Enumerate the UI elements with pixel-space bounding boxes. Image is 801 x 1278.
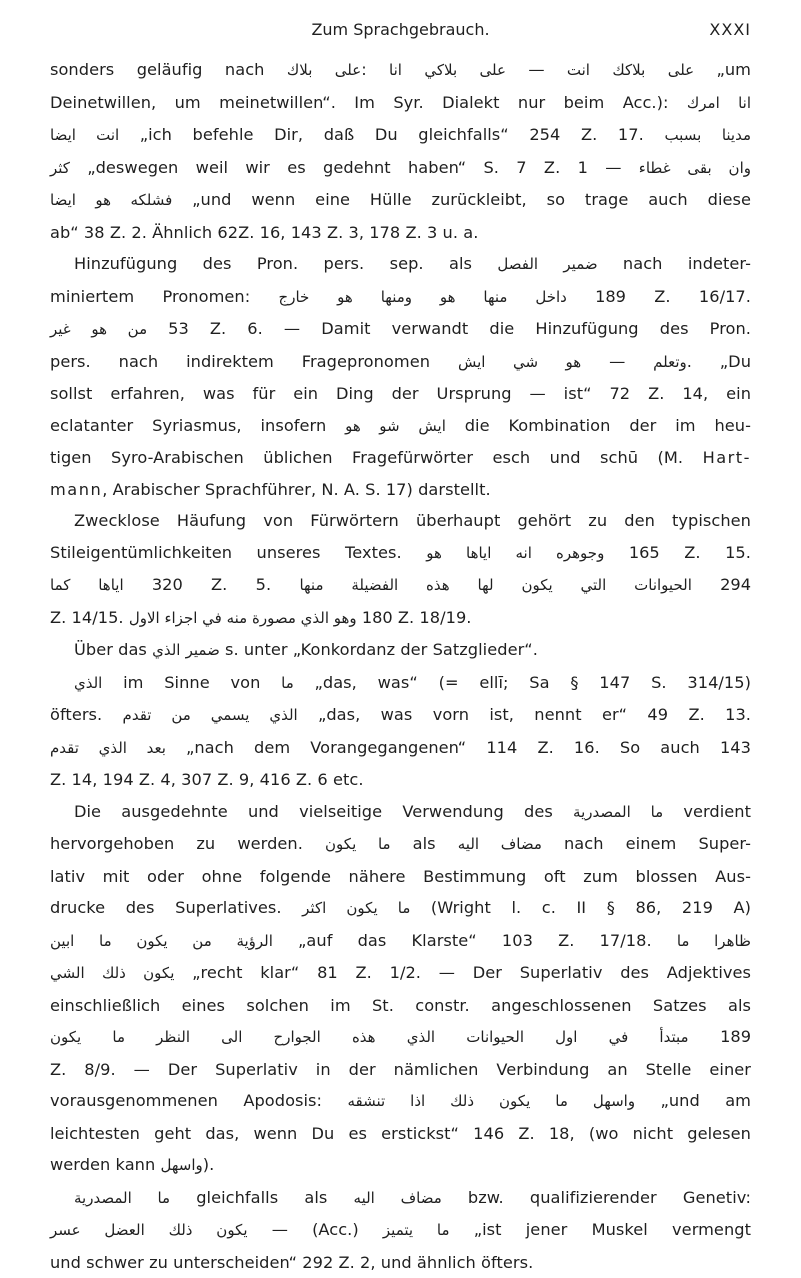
text-run: 320 Z. 5. (124, 575, 300, 594)
running-header (50, 20, 751, 54)
arabic-text: الفصل (497, 255, 538, 273)
arabic-text: ضمير (563, 255, 597, 273)
text-run: drucke des Superlatives. (50, 898, 302, 917)
text-run: , Arabischer Sprachführer, N. A. S. 17) darstellt. (102, 480, 490, 499)
arabic-text: انت (567, 61, 590, 79)
text-run: tigen Syro-Arabischen üblichen Fragefürwörter esch und schū (M. (50, 448, 703, 467)
text-run: Z. 14, 194 Z. 4, 307 Z. 9, 416 Z. 6 etc. (50, 770, 364, 789)
text-line (50, 1182, 751, 1215)
text-line (50, 569, 751, 602)
text-run: Hinzufügung des Pron. pers. sep. als (74, 254, 497, 273)
text-run: 294 (692, 575, 751, 594)
arabic-text: بلاكك (612, 61, 645, 79)
text-line (50, 537, 751, 570)
arabic-text: انا (738, 94, 751, 112)
text-line (50, 1021, 751, 1054)
arabic-text: ظاهرا ما (677, 932, 751, 950)
arabic-text: بلاكي (424, 61, 457, 79)
text-run (590, 60, 612, 79)
text-run: „um (694, 60, 751, 79)
arabic-text: على (335, 61, 361, 79)
text-line (50, 764, 751, 796)
arabic-text: ما يكون (325, 835, 391, 853)
text-line (50, 861, 751, 893)
text-line (50, 1149, 751, 1182)
arabic-text: وتعلم (653, 353, 687, 371)
spaced-name: Hart- (703, 448, 751, 467)
arabic-text: وان بقى غطاء (639, 159, 751, 177)
arabic-text: فشلكه هو ايضا (50, 191, 172, 209)
text-line (50, 1054, 751, 1086)
text-run: „das, was“ (= ellī; Sa § 147 S. 314/15) (294, 673, 751, 692)
text-line (50, 313, 751, 346)
text-run (400, 416, 419, 435)
arabic-text: شو هو (345, 417, 399, 435)
arabic-text: يكون ذلك العضل عسر (50, 1221, 248, 1239)
text-run: lativ mit oder ohne folgende nähere Bestimmung oft zum blossen Aus- (50, 867, 751, 886)
text-line (50, 925, 751, 958)
text-run: im Sinne von (102, 673, 281, 692)
text-run: 189 Z. 16/17. (567, 287, 751, 306)
arabic-text: اياها كما (50, 576, 124, 594)
text-line (50, 54, 751, 87)
text-run: — (506, 60, 567, 79)
text-run: eclatanter Syriasmus, insofern (50, 416, 345, 435)
text-run: 189 (689, 1027, 751, 1046)
text-run: 180 Z. 18/19. (357, 608, 472, 627)
text-line (50, 442, 751, 474)
arabic-text: ما يتميز (383, 1221, 450, 1239)
text-run: die Kombination der im heu- (446, 416, 751, 435)
text-run: Deinetwillen, um meinetwillen“. Im Syr. Dialekt nur beim Acc.): (50, 93, 687, 112)
text-run: Z. 8/9. — Der Superlativ in der nämlichen Verbindung an Stelle einer (50, 1060, 751, 1079)
arabic-text: مضاف اليه (354, 1189, 442, 1207)
text-run: Z. 14/15. (50, 608, 129, 627)
text-run (457, 60, 479, 79)
text-run: „auf das Klarste“ 103 Z. 17/18. (273, 931, 677, 950)
text-run: „recht klar“ 81 Z. 1/2. — Der Superlativ des Adjektives (174, 963, 751, 982)
arabic-text: بلاك (287, 61, 313, 79)
arabic-text: امرك (687, 94, 720, 112)
text-line (50, 346, 751, 379)
arabic-text: مبتدأ في اول الحيوانات الذي هذه الجوارح الى النظر ما يكون (50, 1028, 689, 1046)
text-run: 165 Z. 15. (604, 543, 751, 562)
text-line (50, 281, 751, 314)
text-line (50, 602, 751, 635)
arabic-text: ما (281, 674, 294, 692)
text-line (50, 1085, 751, 1118)
arabic-text: انت ايضا (50, 126, 119, 144)
arabic-text: الذي يسمي من تقدم (123, 706, 298, 724)
text-line (50, 1247, 751, 1278)
text-run (701, 125, 722, 144)
arabic-text: ما يكون اكثر (302, 899, 410, 917)
text-line (50, 828, 751, 861)
arabic-text: ايش (418, 417, 445, 435)
text-run: Stileigentümlichkeiten unseres Textes. (50, 543, 426, 562)
text-run: (Wright l. c. II § 86, 219 A) (410, 898, 751, 917)
text-run (312, 60, 334, 79)
text-run: leichtesten geht das, wenn Du es erstickst“ 146 Z. 18, (wo nicht gelesen (50, 1124, 751, 1143)
arabic-text: وجوهره انه اياها هو (426, 544, 604, 562)
text-run: „deswegen weil wir es gedehnt haben“ S. 7 Z. 1 — (70, 158, 639, 177)
text-run: — (Acc.) (248, 1220, 383, 1239)
running-title: Zum Sprachgebrauch. (50, 20, 751, 39)
text-line (50, 248, 751, 281)
text-line (50, 1214, 751, 1247)
text-run: pers. nach indirektem Fragepronomen (50, 352, 458, 371)
text-line (50, 796, 751, 829)
text-line (50, 119, 751, 152)
text-run (645, 60, 667, 79)
arabic-text: واسهل (160, 1156, 202, 1174)
arabic-text: ضمير (186, 641, 220, 659)
text-line (50, 505, 751, 537)
arabic-text: على (668, 61, 694, 79)
text-run: s. unter „Konkordanz der Satzglieder“. (220, 640, 538, 659)
text-run: „ist jener Muskel vermengt (450, 1220, 751, 1239)
arabic-text: كثر (50, 159, 70, 177)
text-run: miniertem Pronomen: (50, 287, 279, 306)
arabic-text: انا (389, 61, 402, 79)
arabic-text: الحيوانات التي يكون لها هذه الفضيلة منها (299, 576, 691, 594)
text-run: 53 Z. 6. — Damit verwandt die Hinzufügung des Pron. (147, 319, 751, 338)
arabic-text: هو شي ايش (458, 353, 581, 371)
text-run: ). (203, 1155, 214, 1174)
text-run: hervorgehoben zu werden. (50, 834, 325, 853)
text-line (50, 378, 751, 410)
text-line (50, 1118, 751, 1150)
text-run: Zwecklose Häufung von Fürwörtern überhaupt gehört zu den typischen (74, 511, 751, 530)
text-run: und schwer zu unterscheiden“ 292 Z. 2, und ähnlich öfters. (50, 1253, 533, 1272)
page-number: XXXI (709, 20, 751, 39)
arabic-text: داخل منها هو ومنها هو خارج (279, 288, 567, 306)
text-run: : (361, 60, 389, 79)
text-run: — (581, 352, 653, 371)
text-run: . „Du (687, 352, 751, 371)
text-line (50, 699, 751, 732)
arabic-text: الذي (74, 674, 102, 692)
text-run: vorausgenommenen Apodosis: (50, 1091, 347, 1110)
text-line (50, 184, 751, 217)
arabic-text: من هو غير (50, 320, 147, 338)
text-line (50, 474, 751, 506)
text-run: Über das (74, 640, 152, 659)
text-line (50, 87, 751, 120)
text-run (538, 254, 563, 273)
text-line (50, 957, 751, 990)
text-line (50, 217, 751, 249)
text-line (50, 152, 751, 185)
arabic-text: ما المصدرية (573, 803, 663, 821)
arabic-text: بسبب (664, 126, 701, 144)
text-line (50, 990, 751, 1022)
text-run: ab“ 38 Z. 2. Ähnlich 62Z. 16, 143 Z. 3, 178 Z. 3 u. a. (50, 223, 478, 242)
text-run (402, 60, 424, 79)
text-run: „nach dem Vorangegangenen“ 114 Z. 16. So auch 143 (166, 738, 751, 757)
text-run: „das, was vorn ist, nennt er“ 49 Z. 13. (298, 705, 751, 724)
arabic-text: مضاف اليه (458, 835, 542, 853)
text-run: Die ausgedehnte und vielseitige Verwendung des (74, 802, 573, 821)
text-line (50, 667, 751, 700)
text-run (720, 93, 738, 112)
arabic-text: بعد الذي تقدم (50, 739, 166, 757)
text-line (50, 410, 751, 443)
text-line (50, 732, 751, 765)
text-run: bzw. qualifizierender Genetiv: (442, 1188, 751, 1207)
text-line (50, 892, 751, 925)
arabic-text: الذي (152, 641, 180, 659)
arabic-text: وهو الذي مصورة منه في اجزاء الاول (129, 609, 357, 627)
arabic-text: ما المصدرية (74, 1189, 170, 1207)
text-run: sollst erfahren, was für ein Ding der Ursprung — ist“ 72 Z. 14, ein (50, 384, 751, 403)
arabic-text: الرؤية من يكون ما ابين (50, 932, 273, 950)
text-run: sonders geläufig nach (50, 60, 287, 79)
text-run: „ich befehle Dir, daß Du gleichfalls“ 254 Z. 17. (119, 125, 664, 144)
text-run: verdient (663, 802, 751, 821)
arabic-text: مدينا (722, 126, 751, 144)
text-run: als (391, 834, 458, 853)
spaced-name: mann (50, 480, 102, 499)
text-run: nach einem Super- (542, 834, 751, 853)
text-body (50, 54, 751, 1278)
arabic-text: واسهل ما يكون ذلك اذا تنشقه (347, 1092, 635, 1110)
text-line (50, 634, 751, 667)
text-run: einschließlich eines solchen im St. constr. angeschlossenen Satzes als (50, 996, 751, 1015)
arabic-text: على (480, 61, 506, 79)
text-run: öfters. (50, 705, 123, 724)
text-run: gleichfalls als (170, 1188, 353, 1207)
text-run: „und wenn eine Hülle zurückleibt, so trage auch diese (172, 190, 751, 209)
text-run: nach indeter- (598, 254, 751, 273)
arabic-text: يكون ذلك الشي (50, 964, 174, 982)
text-run: „und am (635, 1091, 751, 1110)
text-run: werden kann (50, 1155, 160, 1174)
